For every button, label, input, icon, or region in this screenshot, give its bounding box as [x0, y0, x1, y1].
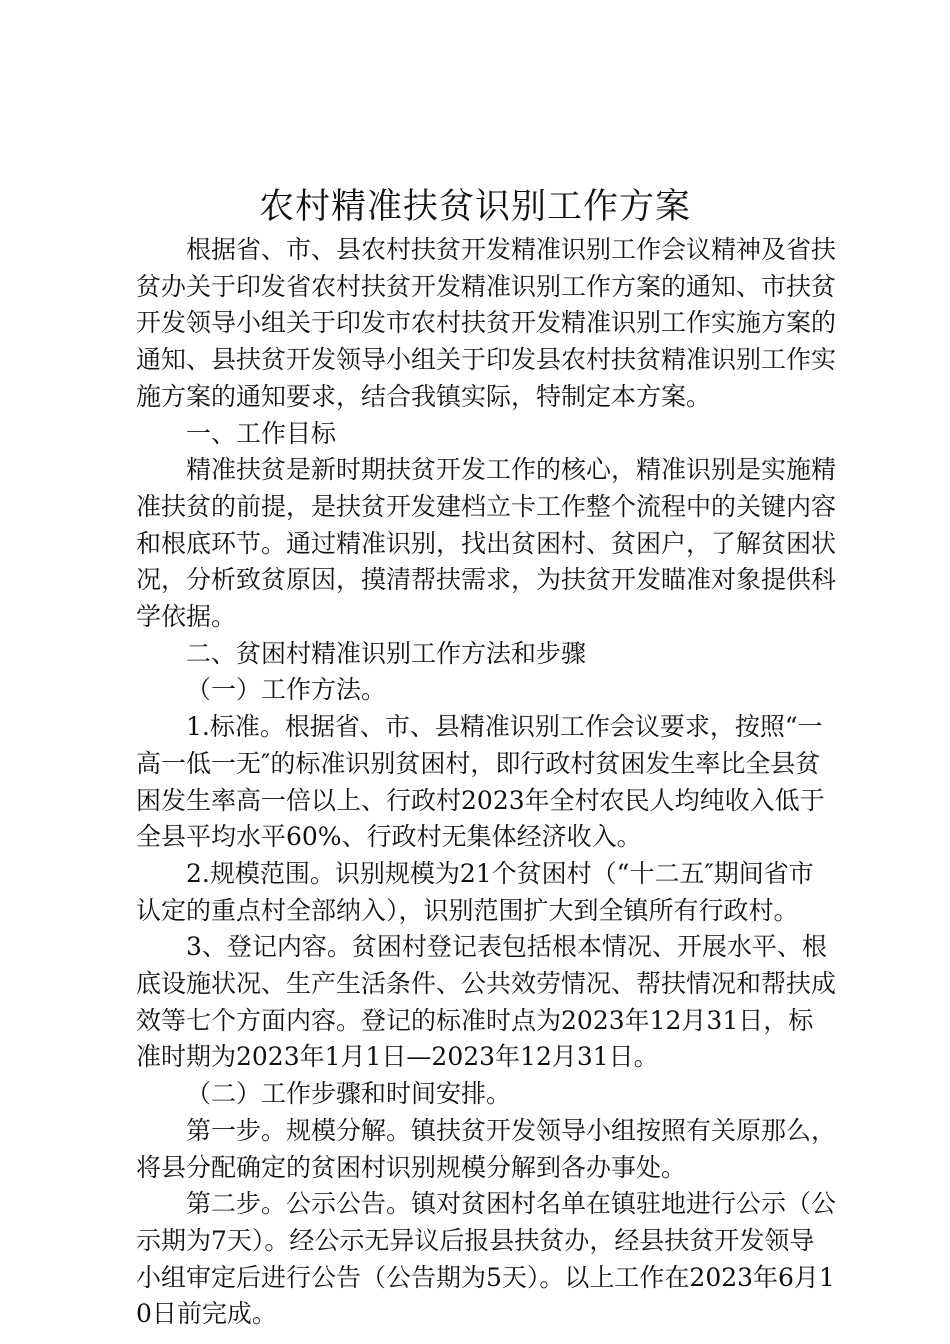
- paragraph-standard: 1.标准。根据省、市、县精准识别工作会议要求，按照“一高一低一无″的标准识别贫困村，即行政村贫困发生率比全县贫困发生率高一倍以上、行政村2023年全村农民人均纯收入低于全县平均水平60%、行政村无集体经济收入。: [136, 712, 825, 852]
- heading-method-steps: 二、贫困村精准识别工作方法和步骤: [186, 638, 587, 668]
- document-body: [136, 232, 836, 1333]
- subheading-steps-schedule: （二）工作步骤和时间安排。: [186, 1079, 512, 1109]
- paragraph-intro: 根据省、市、县农村扶贫开发精准识别工作会议精神及省扶贫办关于印发省农村扶贫开发精准识别工作方案的通知、市扶贫开发领导小组关于印发市农村扶贫开发精准识别工作实施方案的通知、县扶贫开发领导小组关于印发县农村扶贫精准识别工作实施方案的通知要求，结合我镇实际，特制定本方案。: [136, 235, 837, 411]
- heading-work-goal: 一、工作目标: [186, 418, 337, 448]
- subheading-work-method: （一）工作方法。: [186, 675, 387, 705]
- paragraph-step-two: 第二步。公示公告。镇对贫困村名单在镇驻地进行公示（公示期为7天）。经公示无异议后报县扶贫办，经县扶贫开发领导小组审定后进行公告（公告期为5天）。以上工作在2023年6月10日前完成。: [136, 1189, 837, 1329]
- paragraph-scale-scope: 2.规模范围。识别规模为21个贫困村（“十二五″期间省市认定的重点村全部纳入），识别范围扩大到全镇所有行政村。: [136, 858, 814, 925]
- paragraph-step-one: 第一步。规模分解。镇扶贫开发领导小组按照有关原那么，将县分配确定的贫困村识别规模分解到各办事处。: [136, 1115, 837, 1182]
- paragraph-registration: 3、登记内容。贫困村登记表包括根本情况、开展水平、根底设施状况、生产生活条件、公共效劳情况、帮扶情况和帮扶成效等七个方面内容。登记的标准时点为2023年12月31日，标准时期为2023年1月1日—2023年12月31日。: [136, 932, 837, 1072]
- paragraph-work-goal: 精准扶贫是新时期扶贫开发工作的核心，精准识别是实施精准扶贫的前提，是扶贫开发建档立卡工作整个流程中的关键内容和根底环节。通过精准识别，找出贫困村、贫困户，了解贫困状况，分析致贫原因，摸清帮扶需求，为扶贫开发瞄准对象提供科学依据。: [136, 455, 837, 632]
- document-title: 农村精准扶贫识别工作方案: [258, 187, 691, 227]
